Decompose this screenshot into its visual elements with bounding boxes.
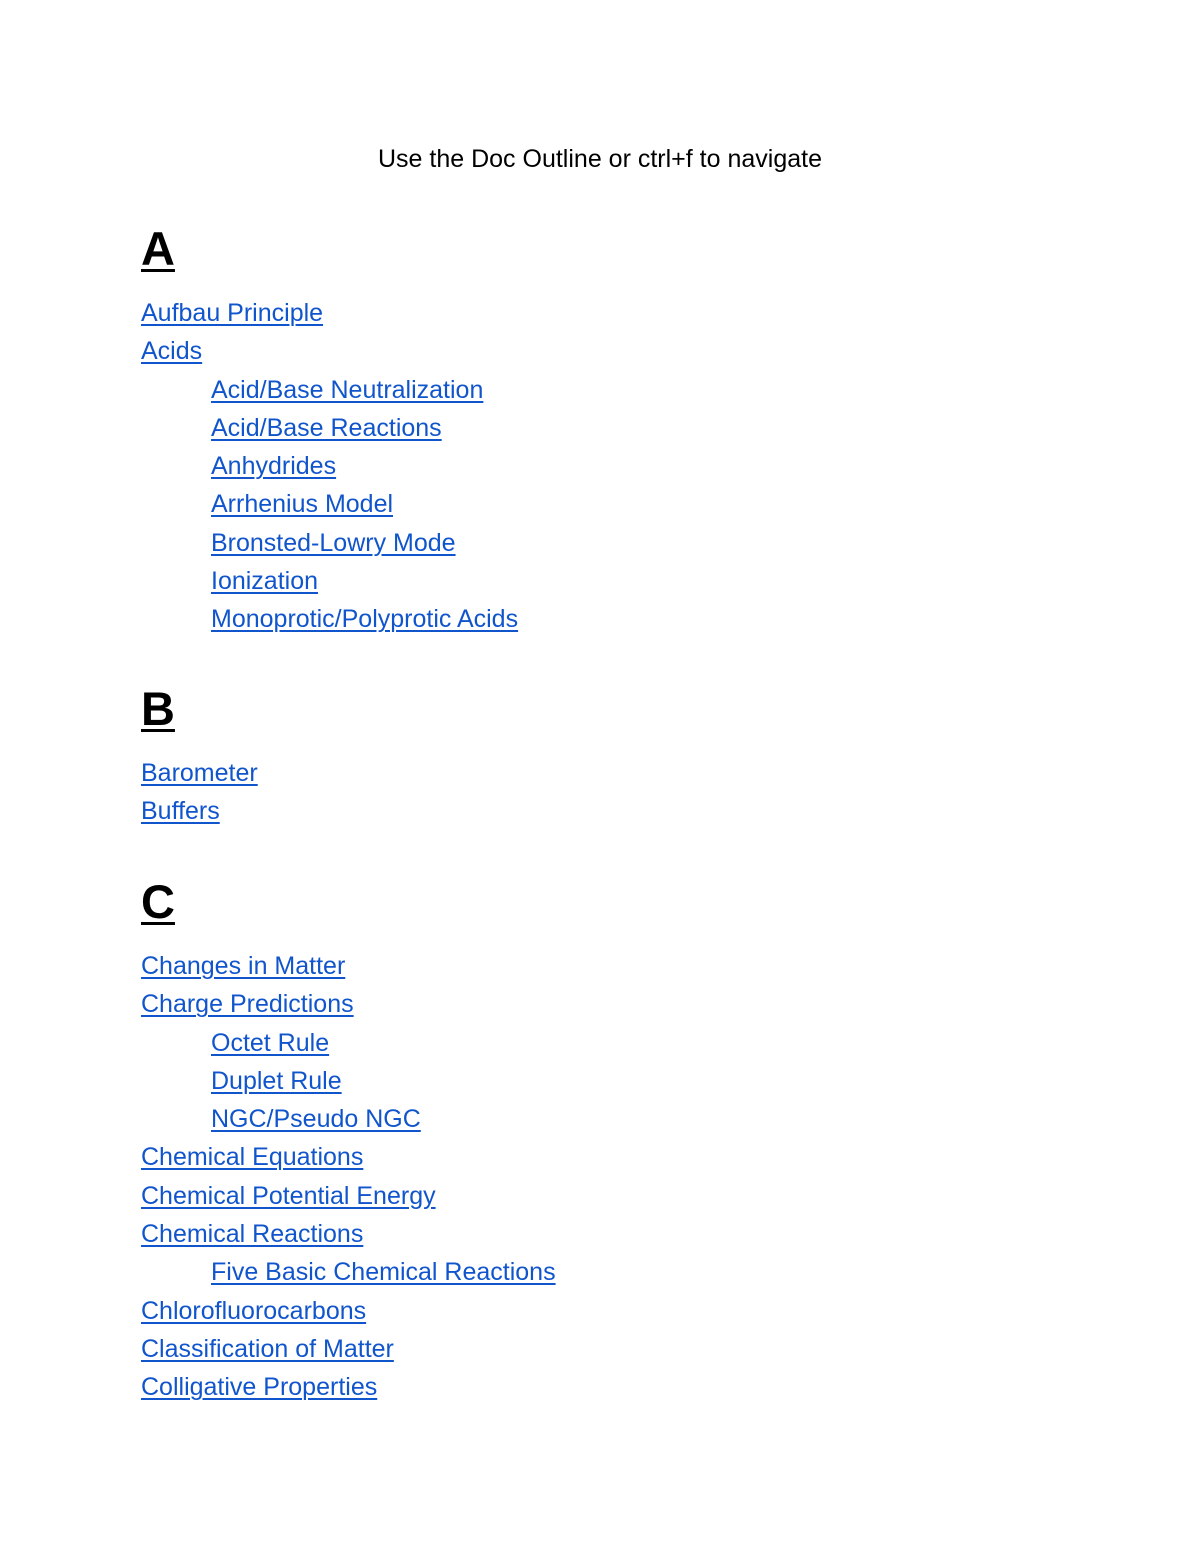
- link-chemical-reactions[interactable]: Chemical Reactions: [141, 1220, 364, 1249]
- link-monoprotic-polyprotic-acids[interactable]: Monoprotic/Polyprotic Acids: [211, 605, 519, 634]
- navigation-hint: Use the Doc Outline or ctrl+f to navigate: [378, 145, 822, 173]
- link-acids[interactable]: Acids: [141, 337, 203, 366]
- list-item: [141, 524, 1041, 562]
- list-item: [141, 1292, 1041, 1330]
- link-aufbau-principle[interactable]: Aufbau Principle: [141, 299, 324, 327]
- link-charge-predictions[interactable]: Charge Predictions: [141, 990, 354, 1019]
- link-arrhenius-model[interactable]: Arrhenius Model: [211, 490, 394, 519]
- list-item: [141, 1100, 1041, 1138]
- link-colligative-properties[interactable]: Colligative Properties: [141, 1373, 378, 1402]
- section-b: [141, 682, 1041, 831]
- list-item: [141, 294, 1041, 332]
- link-chlorofluorocarbons[interactable]: Chlorofluorocarbons: [141, 1296, 367, 1325]
- section-heading-b: B: [141, 682, 175, 735]
- list-item: [141, 1138, 1041, 1176]
- list-item: [141, 1253, 1041, 1291]
- list-item: [141, 600, 1041, 638]
- link-changes-in-matter[interactable]: Changes in Matter: [141, 952, 346, 980]
- section-a: [141, 222, 1041, 639]
- link-ionization[interactable]: Ionization: [211, 567, 319, 596]
- list-item: [141, 1177, 1041, 1215]
- link-ngc-pseudo-ngc[interactable]: NGC/Pseudo NGC: [211, 1105, 421, 1134]
- list-item: [141, 947, 1041, 985]
- link-classification-of-matter[interactable]: Classification of Matter: [141, 1334, 394, 1363]
- list-item: [141, 1062, 1041, 1100]
- link-octet-rule[interactable]: Octet Rule: [211, 1028, 330, 1057]
- link-duplet-rule[interactable]: Duplet Rule: [211, 1066, 342, 1095]
- link-anhydrides[interactable]: Anhydrides: [211, 452, 337, 481]
- section-c-links: [141, 947, 1041, 1407]
- link-barometer[interactable]: Barometer: [141, 759, 258, 787]
- list-item: [141, 754, 1041, 792]
- link-chemical-equations[interactable]: Chemical Equations: [141, 1143, 364, 1172]
- list-item: [141, 1330, 1041, 1368]
- section-heading-a: A: [141, 222, 175, 275]
- list-item: [141, 371, 1041, 409]
- list-item: [141, 1024, 1041, 1062]
- list-item: [141, 985, 1041, 1023]
- list-item: [141, 1368, 1041, 1406]
- link-acid-base-neutralization[interactable]: Acid/Base Neutralization: [211, 375, 484, 404]
- list-item: [141, 332, 1041, 370]
- list-item: [141, 409, 1041, 447]
- link-acid-base-reactions[interactable]: Acid/Base Reactions: [211, 413, 442, 442]
- section-c: [141, 875, 1041, 1407]
- list-item: [141, 447, 1041, 485]
- list-item: [141, 1215, 1041, 1253]
- section-a-links: [141, 294, 1041, 639]
- section-b-links: [141, 754, 1041, 831]
- link-chemical-potential-energy[interactable]: Chemical Potential Energy: [141, 1181, 436, 1210]
- section-heading-c: C: [141, 875, 175, 928]
- list-item: [141, 562, 1041, 600]
- link-bronsted-lowry-mode[interactable]: Bronsted-Lowry Mode: [211, 528, 456, 557]
- link-five-basic-chemical-reactions[interactable]: Five Basic Chemical Reactions: [211, 1258, 556, 1287]
- link-buffers[interactable]: Buffers: [141, 797, 220, 826]
- list-item: [141, 792, 1041, 830]
- list-item: [141, 485, 1041, 523]
